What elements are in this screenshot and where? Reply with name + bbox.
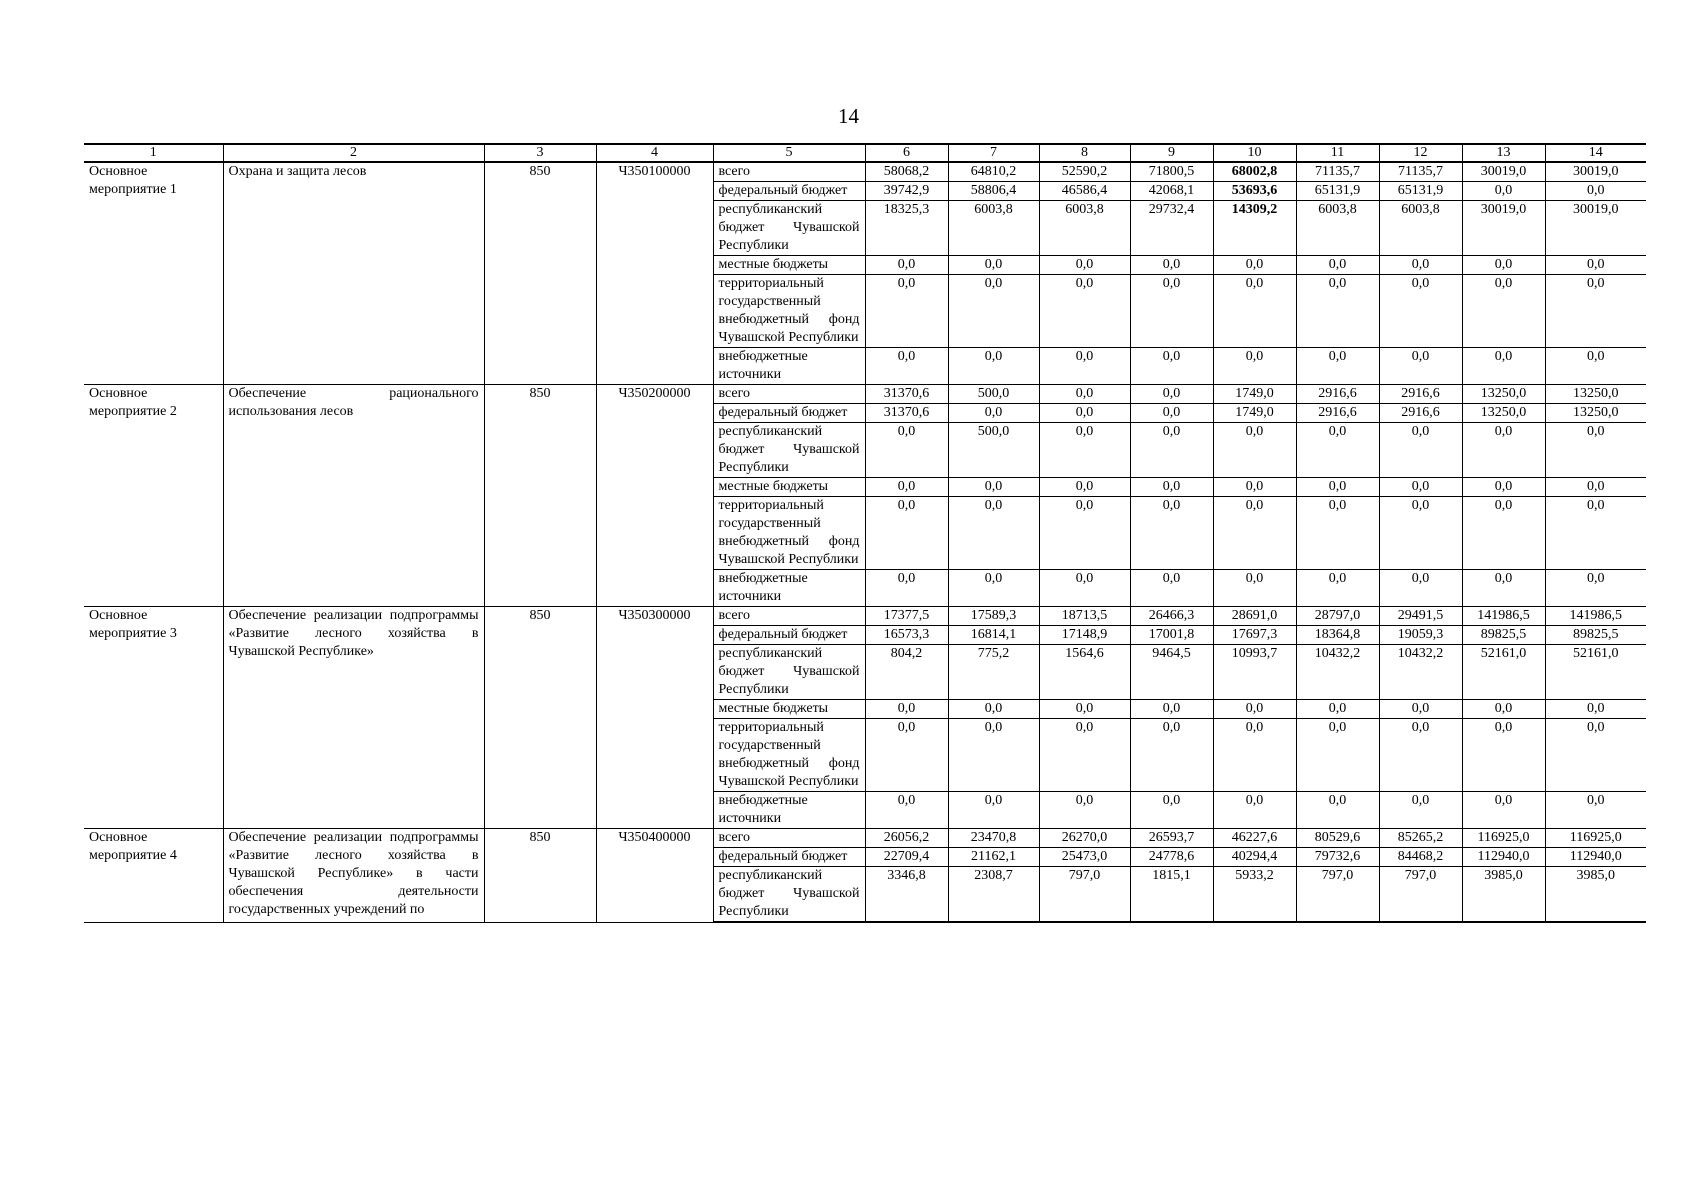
funding-value: 6003,8 [1379,201,1462,256]
funding-value: 0,0 [1039,385,1130,404]
funding-source: территориальный государственный внебюджетный фонд Чувашской Республики [713,497,865,570]
budget-classification-code: Ч350100000 [596,162,713,385]
funding-value: 52161,0 [1462,645,1545,700]
funding-value: 58806,4 [948,182,1039,201]
grbs-code: 850 [484,385,596,607]
funding-value: 14309,2 [1213,201,1296,256]
funding-value: 26466,3 [1130,607,1213,626]
funding-value: 28797,0 [1296,607,1379,626]
funding-value: 31370,6 [865,385,948,404]
funding-value: 0,0 [1130,792,1213,829]
table-row [84,385,1646,404]
funding-value: 9464,5 [1130,645,1213,700]
funding-value: 0,0 [1462,570,1545,607]
funding-value: 0,0 [1462,478,1545,497]
funding-value: 0,0 [1462,719,1545,792]
measure-title: Обеспечение рационального использования лесов [223,385,484,607]
funding-value: 26270,0 [1039,829,1130,848]
funding-value: 0,0 [865,719,948,792]
funding-source: местные бюджеты [713,256,865,275]
column-number-row [84,144,1646,162]
funding-value: 52590,2 [1039,162,1130,182]
funding-value: 112940,0 [1545,848,1646,867]
funding-value: 0,0 [1462,792,1545,829]
funding-value: 0,0 [865,700,948,719]
column-number: 9 [1130,144,1213,162]
funding-value: 3985,0 [1545,867,1646,923]
funding-value: 0,0 [1213,256,1296,275]
budget-classification-code: Ч350200000 [596,385,713,607]
measure-title: Обеспечение реализации подпрограммы «Развитие лесного хозяйства в Чувашской Республике» в части обеспечения деятельности государственных учреждений по [223,829,484,923]
funding-value: 16573,3 [865,626,948,645]
funding-value: 0,0 [1462,275,1545,348]
funding-value: 775,2 [948,645,1039,700]
funding-value: 17001,8 [1130,626,1213,645]
funding-value: 0,0 [948,700,1039,719]
funding-value: 89825,5 [1462,626,1545,645]
funding-value: 0,0 [1379,700,1462,719]
funding-value: 0,0 [1462,256,1545,275]
funding-value: 0,0 [865,256,948,275]
funding-value: 0,0 [1545,423,1646,478]
funding-value: 1749,0 [1213,404,1296,423]
funding-value: 10993,7 [1213,645,1296,700]
funding-value: 804,2 [865,645,948,700]
funding-value: 0,0 [948,719,1039,792]
funding-value: 71800,5 [1130,162,1213,182]
funding-value: 2916,6 [1379,404,1462,423]
grbs-code: 850 [484,607,596,829]
column-number: 1 [84,144,223,162]
funding-value: 17148,9 [1039,626,1130,645]
funding-value: 29732,4 [1130,201,1213,256]
budget-classification-code: Ч350400000 [596,829,713,923]
funding-value: 0,0 [1296,570,1379,607]
funding-value: 0,0 [1039,478,1130,497]
funding-value: 0,0 [1462,423,1545,478]
funding-value: 29491,5 [1379,607,1462,626]
funding-value: 46586,4 [1039,182,1130,201]
funding-value: 0,0 [1379,478,1462,497]
funding-source: республиканский бюджет Чувашской Республики [713,201,865,256]
funding-value: 13250,0 [1545,385,1646,404]
funding-value: 0,0 [1130,570,1213,607]
measure-name: Основное мероприятие 3 [84,607,223,829]
funding-value: 19059,3 [1379,626,1462,645]
funding-value: 10432,2 [1296,645,1379,700]
column-number: 13 [1462,144,1545,162]
funding-value: 0,0 [1379,497,1462,570]
funding-value: 3985,0 [1462,867,1545,923]
funding-value: 500,0 [948,423,1039,478]
measure-name: Основное мероприятие 1 [84,162,223,385]
funding-value: 89825,5 [1545,626,1646,645]
funding-value: 0,0 [865,792,948,829]
funding-value: 0,0 [1130,385,1213,404]
funding-value: 0,0 [1130,700,1213,719]
funding-value: 17589,3 [948,607,1039,626]
funding-value: 0,0 [1130,404,1213,423]
funding-value: 0,0 [1545,570,1646,607]
funding-value: 0,0 [1213,423,1296,478]
measure-name: Основное мероприятие 2 [84,385,223,607]
grbs-code: 850 [484,162,596,385]
funding-value: 0,0 [948,348,1039,385]
funding-value: 30019,0 [1545,162,1646,182]
funding-value: 13250,0 [1545,404,1646,423]
grbs-code: 850 [484,829,596,923]
funding-value: 22709,4 [865,848,948,867]
funding-value: 0,0 [1213,275,1296,348]
column-number: 4 [596,144,713,162]
funding-value: 0,0 [948,478,1039,497]
funding-value: 0,0 [1296,423,1379,478]
column-number: 14 [1545,144,1646,162]
funding-value: 64810,2 [948,162,1039,182]
funding-value: 0,0 [1545,792,1646,829]
funding-source: внебюджетные источники [713,792,865,829]
funding-value: 0,0 [865,348,948,385]
funding-value: 53693,6 [1213,182,1296,201]
funding-value: 797,0 [1379,867,1462,923]
funding-value: 79732,6 [1296,848,1379,867]
funding-value: 0,0 [948,404,1039,423]
funding-value: 0,0 [1545,719,1646,792]
funding-value: 85265,2 [1379,829,1462,848]
measure-title: Охрана и защита лесов [223,162,484,385]
funding-source: республиканский бюджет Чувашской Республики [713,867,865,923]
funding-value: 84468,2 [1379,848,1462,867]
funding-source: внебюджетные источники [713,348,865,385]
funding-value: 0,0 [1379,719,1462,792]
table-row [84,607,1646,626]
funding-value: 0,0 [1462,348,1545,385]
funding-value: 0,0 [1545,182,1646,201]
column-number: 3 [484,144,596,162]
funding-value: 0,0 [1039,719,1130,792]
funding-value: 18325,3 [865,201,948,256]
funding-source: республиканский бюджет Чувашской Республики [713,645,865,700]
funding-source: федеральный бюджет [713,182,865,201]
funding-value: 0,0 [948,275,1039,348]
funding-value: 0,0 [1039,497,1130,570]
funding-value: 0,0 [1462,182,1545,201]
funding-value: 0,0 [1296,792,1379,829]
funding-source: всего [713,829,865,848]
funding-value: 0,0 [1296,700,1379,719]
funding-value: 0,0 [1130,275,1213,348]
funding-source: территориальный государственный внебюджетный фонд Чувашской Республики [713,275,865,348]
funding-value: 0,0 [1039,404,1130,423]
funding-value: 0,0 [1039,348,1130,385]
funding-value: 0,0 [865,570,948,607]
funding-value: 0,0 [948,570,1039,607]
funding-value: 0,0 [1039,792,1130,829]
funding-value: 26056,2 [865,829,948,848]
funding-value: 0,0 [1130,497,1213,570]
column-number: 7 [948,144,1039,162]
funding-value: 13250,0 [1462,404,1545,423]
column-number: 2 [223,144,484,162]
funding-value: 21162,1 [948,848,1039,867]
funding-source: внебюджетные источники [713,570,865,607]
column-number: 10 [1213,144,1296,162]
funding-value: 10432,2 [1379,645,1462,700]
funding-value: 80529,6 [1296,829,1379,848]
column-number: 8 [1039,144,1130,162]
funding-value: 141986,5 [1545,607,1646,626]
funding-value: 0,0 [1379,570,1462,607]
funding-value: 46227,6 [1213,829,1296,848]
funding-value: 0,0 [948,497,1039,570]
funding-value: 0,0 [1545,700,1646,719]
funding-value: 2308,7 [948,867,1039,923]
funding-value: 39742,9 [865,182,948,201]
funding-value: 0,0 [1545,275,1646,348]
funding-source: местные бюджеты [713,700,865,719]
funding-value: 17377,5 [865,607,948,626]
funding-value: 18713,5 [1039,607,1130,626]
funding-value: 0,0 [1296,478,1379,497]
funding-value: 0,0 [1213,719,1296,792]
funding-value: 0,0 [948,256,1039,275]
funding-value: 500,0 [948,385,1039,404]
funding-source: местные бюджеты [713,478,865,497]
funding-value: 2916,6 [1296,385,1379,404]
funding-value: 0,0 [1545,497,1646,570]
funding-source: всего [713,607,865,626]
funding-source: территориальный государственный внебюджетный фонд Чувашской Республики [713,719,865,792]
funding-value: 0,0 [1130,423,1213,478]
funding-value: 71135,7 [1379,162,1462,182]
budget-classification-code: Ч350300000 [596,607,713,829]
funding-value: 0,0 [1379,256,1462,275]
funding-value: 116925,0 [1545,829,1646,848]
funding-value: 6003,8 [1039,201,1130,256]
funding-value: 42068,1 [1130,182,1213,201]
funding-value: 52161,0 [1545,645,1646,700]
funding-value: 0,0 [1545,256,1646,275]
measure-name: Основное мероприятие 4 [84,829,223,923]
table-row [84,162,1646,182]
funding-value: 0,0 [1213,348,1296,385]
column-number: 11 [1296,144,1379,162]
funding-value: 25473,0 [1039,848,1130,867]
funding-value: 0,0 [1130,719,1213,792]
funding-value: 0,0 [1213,792,1296,829]
funding-value: 112940,0 [1462,848,1545,867]
funding-value: 2916,6 [1296,404,1379,423]
funding-value: 30019,0 [1545,201,1646,256]
funding-value: 3346,8 [865,867,948,923]
funding-value: 71135,7 [1296,162,1379,182]
column-number: 6 [865,144,948,162]
funding-value: 31370,6 [865,404,948,423]
funding-value: 24778,6 [1130,848,1213,867]
funding-value: 0,0 [1039,256,1130,275]
funding-value: 0,0 [1039,423,1130,478]
funding-value: 141986,5 [1462,607,1545,626]
funding-value: 0,0 [1130,478,1213,497]
funding-value: 0,0 [1130,256,1213,275]
funding-source: республиканский бюджет Чувашской Республики [713,423,865,478]
funding-value: 0,0 [1039,275,1130,348]
funding-value: 0,0 [1462,497,1545,570]
funding-value: 0,0 [1213,497,1296,570]
funding-value: 13250,0 [1462,385,1545,404]
page-number: 14 [838,104,859,128]
funding-value: 0,0 [1039,570,1130,607]
funding-value: 6003,8 [1296,201,1379,256]
funding-value: 65131,9 [1296,182,1379,201]
funding-value: 1749,0 [1213,385,1296,404]
column-number: 12 [1379,144,1462,162]
funding-value: 2916,6 [1379,385,1462,404]
funding-value: 0,0 [1545,348,1646,385]
funding-source: федеральный бюджет [713,848,865,867]
funding-value: 6003,8 [948,201,1039,256]
measure-title: Обеспечение реализации подпрограммы «Развитие лесного хозяйства в Чувашской Республике» [223,607,484,829]
funding-value: 0,0 [1379,423,1462,478]
funding-source: федеральный бюджет [713,404,865,423]
funding-value: 0,0 [1213,570,1296,607]
funding-source: всего [713,162,865,182]
funding-value: 0,0 [1296,348,1379,385]
funding-source: федеральный бюджет [713,626,865,645]
funding-value: 16814,1 [948,626,1039,645]
table-row [84,829,1646,848]
funding-value: 0,0 [1296,719,1379,792]
funding-value: 17697,3 [1213,626,1296,645]
funding-value: 0,0 [1296,275,1379,348]
funding-value: 0,0 [1213,700,1296,719]
funding-value: 0,0 [865,275,948,348]
column-number: 5 [713,144,865,162]
funding-value: 0,0 [1130,348,1213,385]
funding-value: 0,0 [1379,792,1462,829]
funding-value: 5933,2 [1213,867,1296,923]
funding-value: 116925,0 [1462,829,1545,848]
funding-value: 0,0 [1379,348,1462,385]
funding-value: 23470,8 [948,829,1039,848]
funding-value: 58068,2 [865,162,948,182]
funding-value: 68002,8 [1213,162,1296,182]
funding-value: 26593,7 [1130,829,1213,848]
funding-value: 0,0 [1545,478,1646,497]
funding-value: 0,0 [1462,700,1545,719]
funding-value: 0,0 [1213,478,1296,497]
funding-value: 65131,9 [1379,182,1462,201]
funding-value: 0,0 [865,478,948,497]
funding-value: 0,0 [948,792,1039,829]
funding-value: 30019,0 [1462,162,1545,182]
funding-source: всего [713,385,865,404]
funding-value: 797,0 [1296,867,1379,923]
funding-value: 0,0 [1296,256,1379,275]
funding-value: 0,0 [1296,497,1379,570]
funding-value: 30019,0 [1462,201,1545,256]
funding-value: 40294,4 [1213,848,1296,867]
funding-value: 1815,1 [1130,867,1213,923]
funding-value: 0,0 [865,423,948,478]
funding-value: 1564,6 [1039,645,1130,700]
funding-value: 797,0 [1039,867,1130,923]
funding-value: 28691,0 [1213,607,1296,626]
budget-table [84,143,1646,923]
funding-value: 0,0 [865,497,948,570]
funding-value: 0,0 [1379,275,1462,348]
funding-value: 18364,8 [1296,626,1379,645]
funding-value: 0,0 [1039,700,1130,719]
